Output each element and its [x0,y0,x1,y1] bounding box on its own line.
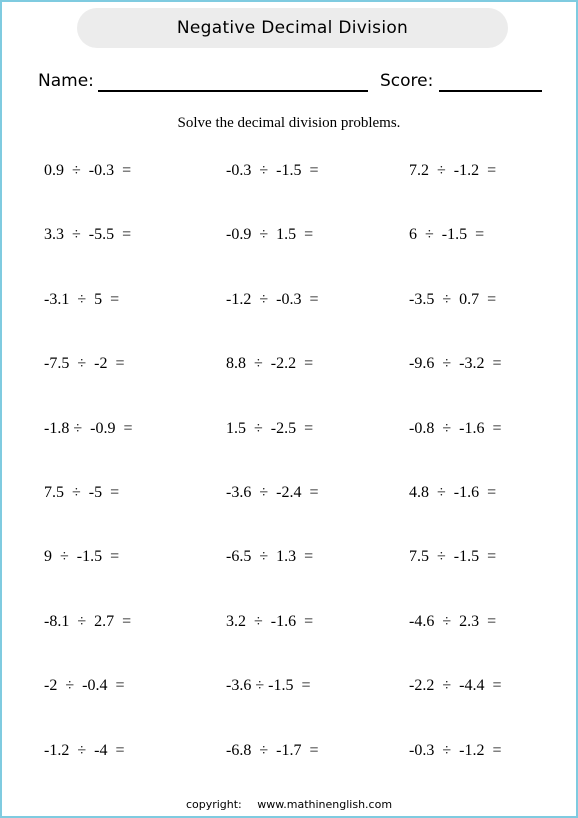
problem-item: 1.5 ÷ -2.5 = [226,420,314,437]
score-label: Score: [380,71,434,91]
problem-item: -0.3 ÷ -1.2 = [409,742,502,759]
problem-item: -3.5 ÷ 0.7 = [409,291,497,308]
problem-item: -1.2 ÷ -0.3 = [226,291,319,308]
footer [0,798,578,811]
name-label: Name: [38,71,94,91]
problem-item: -2 ÷ -0.4 = [44,677,125,694]
problem-item: -6.5 ÷ 1.3 = [226,548,314,565]
problem-item: -0.8 ÷ -1.6 = [409,420,502,437]
problem-item: -3.6 ÷ -1.5 = [226,677,311,694]
problem-item: 3.2 ÷ -1.6 = [226,613,314,630]
instructions: Solve the decimal division problems. [177,115,401,131]
copyright-label: copyright: [185,798,242,811]
problem-item: 7.2 ÷ -1.2 = [409,162,497,179]
score-blank-line [439,90,542,92]
problem-item: -1.8 ÷ -0.9 = [44,420,133,437]
problem-item: 6 ÷ -1.5 = [409,226,485,243]
website-link: www.mathinenglish.com [257,798,393,811]
name-score-row [38,68,542,96]
problem-item: -3.6 ÷ -2.4 = [226,484,319,501]
problem-item: 8.8 ÷ -2.2 = [226,355,314,372]
problem-item: 7.5 ÷ -5 = [44,484,120,501]
problem-item: -7.5 ÷ -2 = [44,355,125,372]
problem-item: -4.6 ÷ 2.3 = [409,613,497,630]
problem-item: 9 ÷ -1.5 = [44,548,120,565]
problem-item: -0.9 ÷ 1.5 = [226,226,314,243]
problem-item: -1.2 ÷ -4 = [44,742,125,759]
worksheet-title-text: Negative Decimal Division [176,18,409,38]
problem-item: -9.6 ÷ -3.2 = [409,355,502,372]
problem-item: -6.8 ÷ -1.7 = [226,742,319,759]
problem-item: 7.5 ÷ -1.5 = [409,548,497,565]
problem-item: 4.8 ÷ -1.6 = [409,484,497,501]
problem-item: -8.1 ÷ 2.7 = [44,613,132,630]
problem-item: -2.2 ÷ -4.4 = [409,677,502,694]
problem-item: 3.3 ÷ -5.5 = [44,226,132,243]
problem-item: -3.1 ÷ 5 = [44,291,120,308]
name-blank-line [98,90,368,92]
problem-item: 0.9 ÷ -0.3 = [44,162,132,179]
worksheet-title [77,8,508,48]
problem-item: -0.3 ÷ -1.5 = [226,162,319,179]
